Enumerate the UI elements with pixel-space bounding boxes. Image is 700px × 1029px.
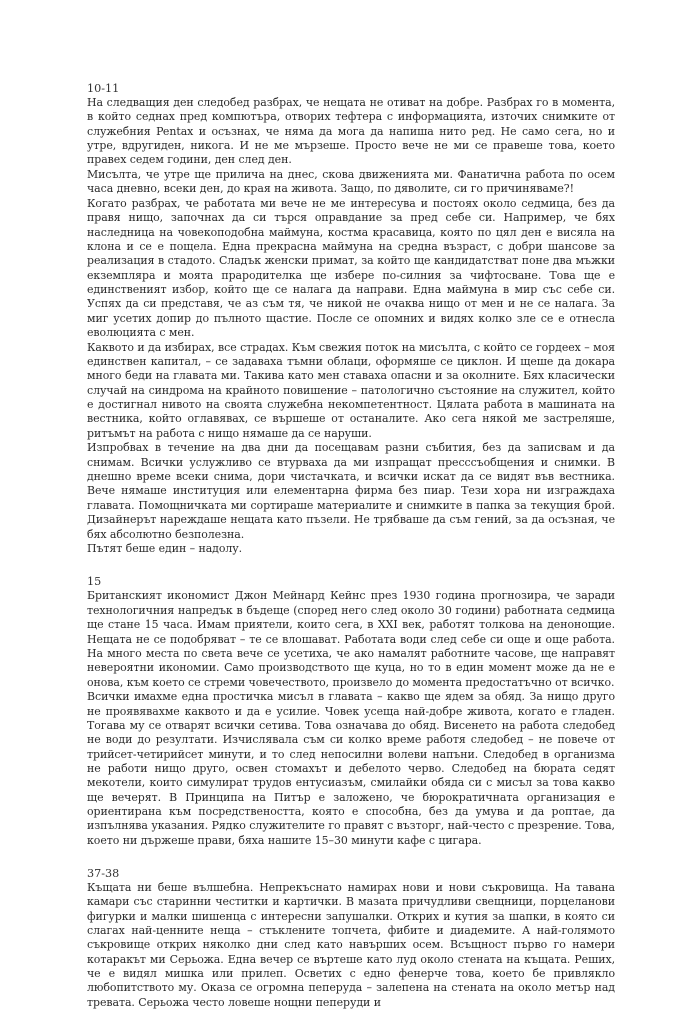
paragraph: Изпробвах в течение на два дни да посещавам разни събития, без да записвам и да снимам. Всички услужливо се втурваха да ми изпращат пресссъобщения и снимки. В днешно време всеки снима, дори чистачката, и всички искат да се видят във вестника. Вече нямаше институция или елементарна фирма без пиар. Тези хора ни изграждаха главата. Помощничката ми сортираше материалите и снимките в папка за текущия брой. Дизайнерът нареждаше нещата като пъзели. Не трябваше да съм гений, за да осъзная, че бях абсолютно безполезна. [87,441,615,541]
section-number: 15 [87,575,102,589]
paragraph: Мисълта, че утре ще прилича на днес, скова движенията ми. Фанатична работа по осем часа дневно, всеки ден, до края на живота. Защо, по дяволите, си го причиняваме?! [87,168,615,196]
paragraph: Къщата ни беше вълшебна. Непрекъснато намирах нови и нови съкровища. На тавана камари със старинни честитки и картички. В мазата причудливи свещници, порцеланови фигурки и малки шишенца с интересни запушалки. Открих и кутия за шапки, в която си слагах най-ценните неща – стъклените топчета, фибите и диадемите. А най-голямото съкровище открих няколко дни след като навърших осем. Всъщност първо го намери котаракът ми Серьожа. Една вечер се въртеше като луд около стената на къщата. Реших, че е видял мишка или прилеп. Осветих с едно фенерче това, което бе привлякло любопитството му. Оказа се огромна пеперуда – залепена на стената на около метър над тревата. Серьожа често ловеше нощни пеперуди и [87,880,615,1009]
paragraph: Британският икономист Джон Мейнард Кейнс през 1930 година прогнозира, че заради технологичния напредък в бъдеще (според него след около 30 години) работната седмица ще стане 15 часа. Имам приятели, които сега, в XXI век, работят толкова на денонощие. Нещата не се подобряват – те се влошават. Работата води след себе си още и още работа. На много места по света вече се усетиха, че ако намалят работните часове, ще направят невероятни икономии. Само производството ще куца, но то в един момент може да не е онова, към което се стреми човечеството, произвело до момента предостатъчно от всичко. [87,589,615,689]
paragraph: Когато разбрах, че работата ми вече не ме интересува и постоях около седмица, без да правя нищо, започнах да си търся оправдание за пред себе си. Например, че бях наследница на човекоподобна маймуна, костма красавица, която по цял ден е висяла на клона и се е пощела. Една прекрасна маймуна на средна възраст, с добри шансове за реализация в стадото. Сладък женски примат, за който ще кандидатстват поне два мъжки екземпляра и моята прародителка ще избере по-силния за чифтосване. Това ще е единственият избор, който ще се налага да направи. Една маймуна в мир със себе си. Успях да си представя, че аз съм тя, че никой не очаква нищо от мен и не се налага. За миг усетих допир до пълното щастие. После се опомних и видях колко зле се е отнесла еволюцията с мен. [87,197,615,340]
paragraph: Каквото и да избирах, все страдах. Към свежия поток на мисълта, с който се гордеех – моя единствен капитал, – се задаваха тъмни облаци, оформяше се циклон. И щеше да докара много беди на главата ми. Такива като мен ставаха опасни и за околните. Бях класически случай на синдрома на крайното повишение – патологично състояние на служител, който е достигнал нивото на своята служебна некомпетентност. Цялата работа в машината на вестника, който оглавявах, се вършеше от останалите. Ако сега някой ме застреляше, ритъмът на работа с нищо нямаше да се наруши. [87,340,615,440]
section-text [87,96,615,556]
document-page [87,82,615,1029]
section-text [87,881,615,1010]
section-text [87,589,615,847]
paragraph: На следващия ден следобед разбрах, че нещата не отиват на добре. Разбрах го в момента, в който седнах пред компютъра, отворих тефтера с информацията, източих снимките от служебния Pentax и осъзнах, че няма да мога да напиша нито ред. Не само сега, но и утре, вдругиден, никога. И не ме мързеше. Просто вече не ми се правеше това, което правех седем години, ден след ден. [87,96,615,167]
section-10-11 [87,82,615,556]
paragraph: Всички имахме една простичка мисъл в главата – какво ще ядем за обяд. За нищо друго не проявявахме каквото и да е усилие. Човек усеща най-добре живота, когато е гладен. Тогава му се отварят всички сетива. Това означава до обяд. Висенето на работа следобед не води до резултати. Изчислявала съм си колко време работя следобед – не повече от трийсет-четирийсет минути, и то след непосилни волеви напъни. Следобед в организма не работи нищо друго, освен стомахът и дебелото черво. Следобед на бюрата седят мекотели, които симулират трудов ентусиазъм, смилайки обяда си с мисъл за това какво ще вечерят. В Принципа на Питър е заложено, че бюрократичната организация е ориентирана към посредствеността, която е способна, без да умува и да роптае, да изпълнява указания. Рядко служителите го правят с възторг, най-често с презрение. Това, което ни държеше прави, бяха нашите 15–30 минути кафе с цигара. [87,690,615,847]
section-number: 37-38 [87,866,120,880]
section-number: 10-11 [87,82,120,95]
section-15 [87,575,615,847]
paragraph: Пътят беше един – надолу. [87,542,243,556]
